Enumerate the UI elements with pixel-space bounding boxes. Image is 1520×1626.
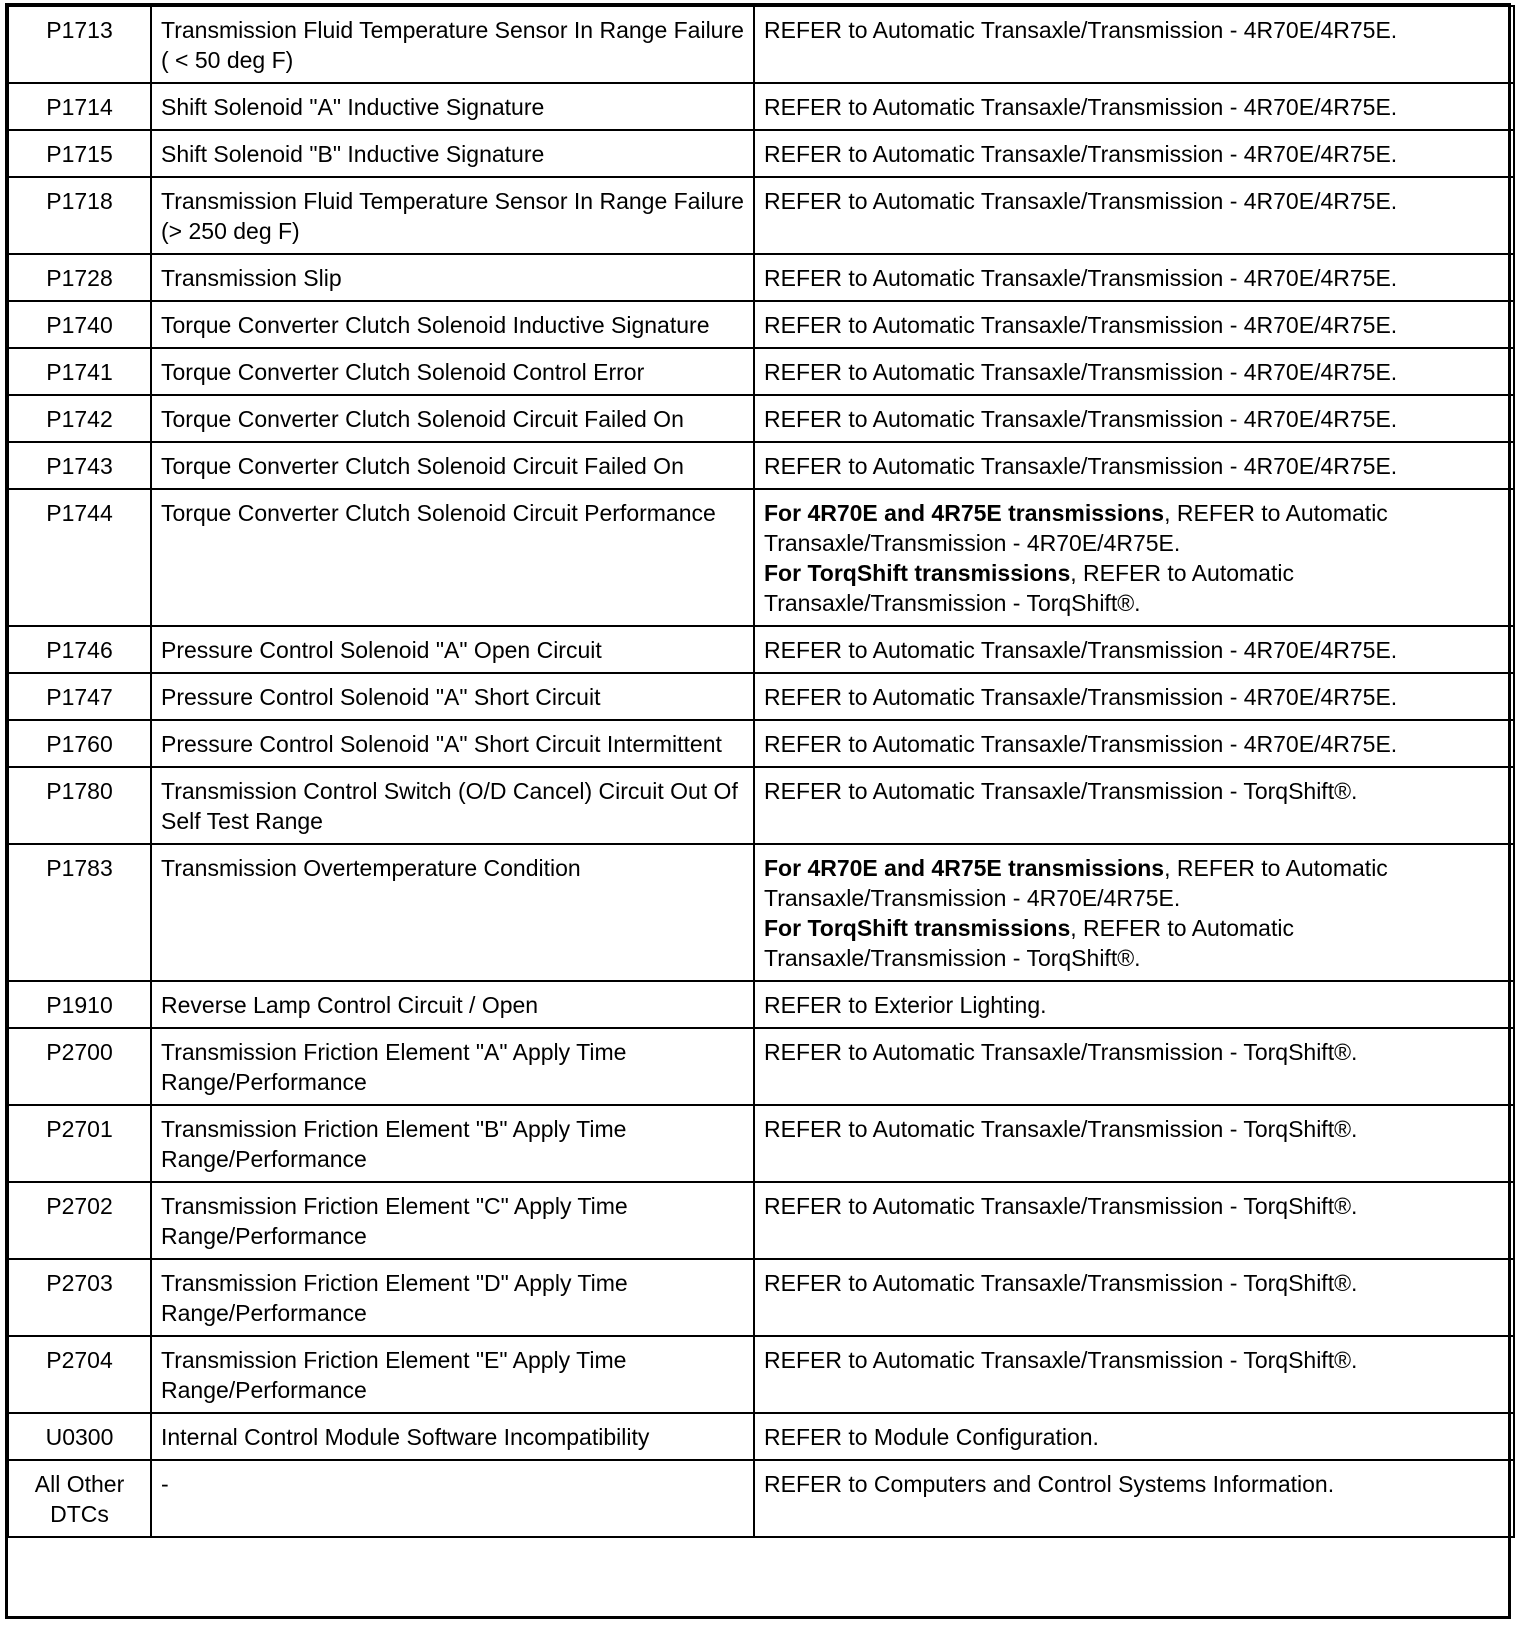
table-row xyxy=(8,1028,1514,1105)
table-row xyxy=(8,1105,1514,1182)
dtc-action-cell xyxy=(754,1336,1514,1413)
table-row xyxy=(8,6,1514,83)
dtc-action-cell xyxy=(754,1182,1514,1259)
action-qualifier: For TorqShift transmissions xyxy=(764,560,1071,586)
action-line: REFER to Automatic Transaxle/Transmission - TorqShift®. xyxy=(764,778,1358,804)
action-line: REFER to Computers and Control Systems Information. xyxy=(764,1471,1335,1497)
dtc-code-cell: P1744 xyxy=(8,489,151,626)
dtc-code-cell: P1780 xyxy=(8,767,151,844)
table-row xyxy=(8,489,1514,626)
table-row xyxy=(8,1460,1514,1537)
dtc-description-cell: Torque Converter Clutch Solenoid Circuit Failed On xyxy=(151,442,754,489)
dtc-description-cell: Shift Solenoid "A" Inductive Signature xyxy=(151,83,754,130)
dtc-action-cell xyxy=(754,489,1514,626)
dtc-description-cell: Pressure Control Solenoid "A" Short Circuit Intermittent xyxy=(151,720,754,767)
dtc-description-cell: Pressure Control Solenoid "A" Short Circuit xyxy=(151,673,754,720)
table-row xyxy=(8,254,1514,301)
action-line: REFER to Automatic Transaxle/Transmission - 4R70E/4R75E. xyxy=(764,188,1398,214)
dtc-action-cell xyxy=(754,348,1514,395)
action-line: REFER to Automatic Transaxle/Transmission - 4R70E/4R75E. xyxy=(764,141,1398,167)
dtc-code-cell: P1742 xyxy=(8,395,151,442)
action-line: REFER to Automatic Transaxle/Transmission - 4R70E/4R75E. xyxy=(764,731,1398,757)
table-row xyxy=(8,301,1514,348)
dtc-code-cell: P1747 xyxy=(8,673,151,720)
table-row xyxy=(8,83,1514,130)
table-row xyxy=(8,395,1514,442)
action-line: REFER to Automatic Transaxle/Transmission - TorqShift®. xyxy=(764,1347,1358,1373)
action-line: REFER to Automatic Transaxle/Transmission - 4R70E/4R75E. xyxy=(764,265,1398,291)
dtc-description-cell: Transmission Friction Element "E" Apply Time Range/Performance xyxy=(151,1336,754,1413)
dtc-description-cell: Transmission Fluid Temperature Sensor In Range Failure (> 250 deg F) xyxy=(151,177,754,254)
dtc-action-cell xyxy=(754,720,1514,767)
action-line: REFER to Automatic Transaxle/Transmission - TorqShift®. xyxy=(764,1193,1358,1219)
table-row xyxy=(8,442,1514,489)
dtc-description-cell: Torque Converter Clutch Solenoid Circuit Performance xyxy=(151,489,754,626)
dtc-action-cell xyxy=(754,1460,1514,1537)
dtc-description-cell: Transmission Friction Element "D" Apply Time Range/Performance xyxy=(151,1259,754,1336)
dtc-code-cell: P1714 xyxy=(8,83,151,130)
action-text: , REFER to Automatic Transaxle/Transmission - 4R70E/4R75E. xyxy=(764,500,1388,556)
dtc-code-cell: P2700 xyxy=(8,1028,151,1105)
dtc-description-cell: Transmission Overtemperature Condition xyxy=(151,844,754,981)
table-row xyxy=(8,626,1514,673)
dtc-action-cell xyxy=(754,1259,1514,1336)
action-line xyxy=(764,913,1504,973)
dtc-code-cell: P1743 xyxy=(8,442,151,489)
action-line: REFER to Automatic Transaxle/Transmission - TorqShift®. xyxy=(764,1116,1358,1142)
dtc-code-cell: P1713 xyxy=(8,6,151,83)
action-line: REFER to Automatic Transaxle/Transmission - 4R70E/4R75E. xyxy=(764,684,1398,710)
action-line xyxy=(764,558,1504,618)
dtc-description-cell: Torque Converter Clutch Solenoid Inductive Signature xyxy=(151,301,754,348)
table-row xyxy=(8,177,1514,254)
table-row xyxy=(8,981,1514,1028)
dtc-description-cell: Transmission Friction Element "A" Apply Time Range/Performance xyxy=(151,1028,754,1105)
dtc-code-cell: P2701 xyxy=(8,1105,151,1182)
dtc-code-cell: P1718 xyxy=(8,177,151,254)
dtc-description-cell: Reverse Lamp Control Circuit / Open xyxy=(151,981,754,1028)
table-row xyxy=(8,1336,1514,1413)
dtc-action-cell xyxy=(754,673,1514,720)
dtc-description-cell: Transmission Control Switch (O/D Cancel) Circuit Out Of Self Test Range xyxy=(151,767,754,844)
dtc-action-cell xyxy=(754,254,1514,301)
dtc-code-cell: P2702 xyxy=(8,1182,151,1259)
dtc-action-cell xyxy=(754,767,1514,844)
dtc-description-cell: Shift Solenoid "B" Inductive Signature xyxy=(151,130,754,177)
table-row xyxy=(8,348,1514,395)
dtc-code-cell: P1715 xyxy=(8,130,151,177)
dtc-description-cell: Internal Control Module Software Incompatibility xyxy=(151,1413,754,1460)
dtc-code-cell: P1746 xyxy=(8,626,151,673)
dtc-action-cell xyxy=(754,1413,1514,1460)
action-line: REFER to Automatic Transaxle/Transmission - 4R70E/4R75E. xyxy=(764,359,1398,385)
action-line xyxy=(764,498,1504,558)
table-row xyxy=(8,1182,1514,1259)
action-qualifier: For TorqShift transmissions xyxy=(764,915,1071,941)
dtc-action-cell xyxy=(754,395,1514,442)
action-line: REFER to Automatic Transaxle/Transmission - 4R70E/4R75E. xyxy=(764,312,1398,338)
dtc-table-body xyxy=(8,6,1514,1537)
action-text: , REFER to Automatic Transaxle/Transmission - TorqShift®. xyxy=(764,915,1294,971)
dtc-action-cell xyxy=(754,1105,1514,1182)
action-line: REFER to Module Configuration. xyxy=(764,1424,1099,1450)
table-row xyxy=(8,844,1514,981)
dtc-action-cell xyxy=(754,981,1514,1028)
dtc-table xyxy=(7,5,1515,1538)
action-line: REFER to Automatic Transaxle/Transmission - 4R70E/4R75E. xyxy=(764,453,1398,479)
action-line: REFER to Automatic Transaxle/Transmission - 4R70E/4R75E. xyxy=(764,17,1398,43)
dtc-action-cell xyxy=(754,626,1514,673)
dtc-code-cell: P1910 xyxy=(8,981,151,1028)
dtc-code-cell: P1740 xyxy=(8,301,151,348)
dtc-action-cell xyxy=(754,301,1514,348)
action-line: REFER to Automatic Transaxle/Transmission - TorqShift®. xyxy=(764,1039,1358,1065)
action-line xyxy=(764,853,1504,913)
action-line: REFER to Automatic Transaxle/Transmission - TorqShift®. xyxy=(764,1270,1358,1296)
dtc-description-cell: Transmission Slip xyxy=(151,254,754,301)
dtc-action-cell xyxy=(754,6,1514,83)
action-qualifier: For 4R70E and 4R75E transmissions xyxy=(764,855,1165,881)
dtc-code-cell: All Other DTCs xyxy=(8,1460,151,1537)
table-row xyxy=(8,720,1514,767)
dtc-action-cell xyxy=(754,130,1514,177)
table-row xyxy=(8,1259,1514,1336)
action-line: REFER to Automatic Transaxle/Transmission - 4R70E/4R75E. xyxy=(764,406,1398,432)
dtc-action-cell xyxy=(754,83,1514,130)
dtc-code-cell: P1760 xyxy=(8,720,151,767)
dtc-action-cell xyxy=(754,1028,1514,1105)
dtc-code-cell: P1783 xyxy=(8,844,151,981)
dtc-action-cell xyxy=(754,844,1514,981)
action-line: REFER to Exterior Lighting. xyxy=(764,992,1047,1018)
dtc-code-cell: P1728 xyxy=(8,254,151,301)
table-row xyxy=(8,130,1514,177)
table-row xyxy=(8,673,1514,720)
dtc-description-cell: Transmission Friction Element "B" Apply Time Range/Performance xyxy=(151,1105,754,1182)
dtc-description-cell: - xyxy=(151,1460,754,1537)
action-text: , REFER to Automatic Transaxle/Transmission - 4R70E/4R75E. xyxy=(764,855,1388,911)
table-row xyxy=(8,767,1514,844)
dtc-code-cell: P1741 xyxy=(8,348,151,395)
dtc-description-cell: Pressure Control Solenoid "A" Open Circuit xyxy=(151,626,754,673)
action-text: , REFER to Automatic Transaxle/Transmission - TorqShift®. xyxy=(764,560,1294,616)
action-line: REFER to Automatic Transaxle/Transmission - 4R70E/4R75E. xyxy=(764,94,1398,120)
dtc-description-cell: Transmission Friction Element "C" Apply Time Range/Performance xyxy=(151,1182,754,1259)
action-qualifier: For 4R70E and 4R75E transmissions xyxy=(764,500,1165,526)
dtc-code-cell: P2703 xyxy=(8,1259,151,1336)
dtc-code-cell: U0300 xyxy=(8,1413,151,1460)
action-line: REFER to Automatic Transaxle/Transmission - 4R70E/4R75E. xyxy=(764,637,1398,663)
dtc-code-cell: P2704 xyxy=(8,1336,151,1413)
dtc-description-cell: Transmission Fluid Temperature Sensor In Range Failure ( < 50 deg F) xyxy=(151,6,754,83)
dtc-description-cell: Torque Converter Clutch Solenoid Circuit Failed On xyxy=(151,395,754,442)
dtc-action-cell xyxy=(754,442,1514,489)
dtc-description-cell: Torque Converter Clutch Solenoid Control Error xyxy=(151,348,754,395)
dtc-action-cell xyxy=(754,177,1514,254)
table-row xyxy=(8,1413,1514,1460)
